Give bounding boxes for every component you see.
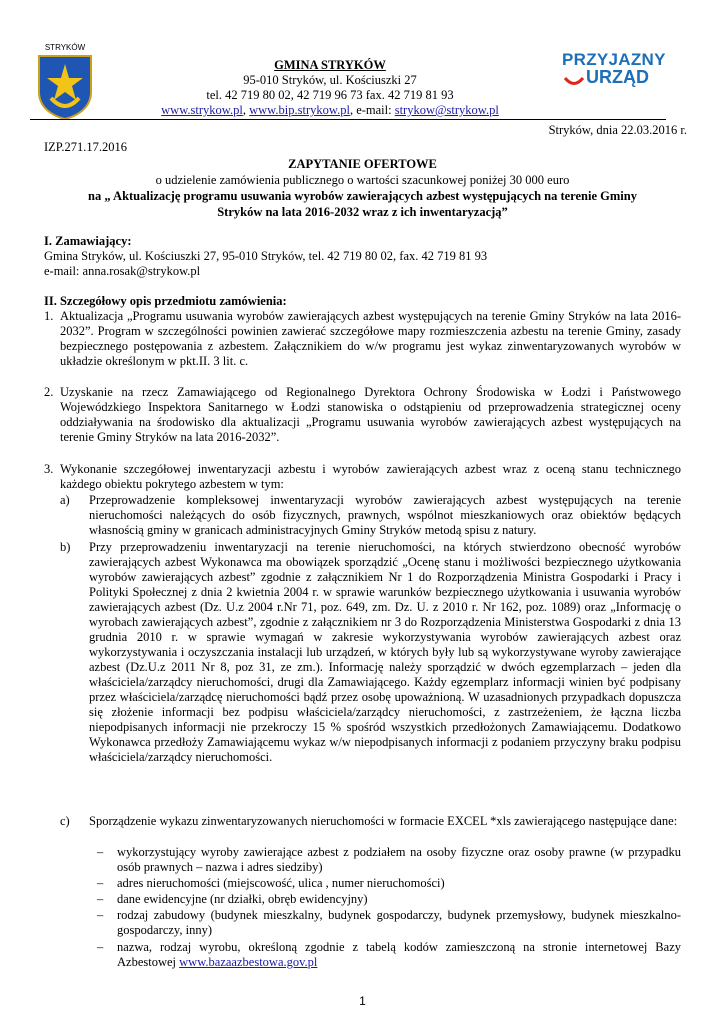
document-subtitle: o udzielenie zamówienia publicznego o wartości szacunkowej poniżej 30 000 euro [155,173,570,187]
header-address: 95-010 Stryków, ul. Kościuszki 27 [243,73,417,87]
reference-number: IZP.271.17.2016 [44,140,127,154]
item-3-number: 3. [44,462,54,476]
badge-line1: PRZYJAZNY [562,50,666,69]
header-links [130,103,530,118]
badge-line2: URZĄD [586,67,649,87]
section-1-heading: I. Zamawiający: [44,234,132,248]
sub-b-text: Przy przeprowadzeniu inwentaryzacji na terenie nieruchomości, na których stwierdzono obecność wyrobów zawierających azbest Wykonawca ma obowiązek sporządzić „Ocenę stanu i możliwości bezpiecznego użytkowania wyrobów zawierających azbest” zgodnie z załącznikiem Nr 1 do Rozporządzenia Ministra Gospodarki i Pracy i Polityki Społecznej z dnia 2 kwietnia 2004 r. w sprawie warunków bezpiecznego użytkowania i usuwania wyrobów zawierających azbest (Dz. U.z 2004 r.Nr 71, poz. 649, zm. Dz. U. z 2010 r. Nr 162, poz. 1089) oraz „Informację o wyrobach zawierających azbest”, zgodnie z załącznikiem nr 3 do Rozporządzenia Ministerstwa Gospodarki z dnia 13 grudnia 2010 r. w sprawie wymagań w zakresie wykorzystywania wyrobów zawierających azbest oraz wykorzystywania i oczyszczania instalacji lub urządzeń, w których były lub są wykorzystywane wyroby zawierające azbest (Dz.U.z 2011 Nr 8, poz 31, ze zm.). Informację należy sporządzić w dwóch egzemplarzach – jeden dla właściciela/zarządcy nieruchomości, drugi dla Zamawiającego. Każdy egzemplarz informacji winien być podpisany przez właściciela/zarządcę nieruchomości bądź przez osobę upoważnioną. W uzasadnionych przypadkach dopuszcza się złożenie informacji bez podpisu właściciela/zarządcy nieruchomości, z zastrzeżeniem, że łączna liczba niepodpisanych informacji nie przekroczy 15 % spośród wszystkich przedłożonych Zamawiającemu. Dodatkowo Wykonawca przedłoży Zamawiającemu wykaz w/w niepodpisanych informacji z podaniem przyczyny braku podpisu właściciela/zarządcy nieruchomości. [89,540,681,764]
dash-icon: – [97,940,104,954]
website-link[interactable]: www.strykow.pl [161,103,243,117]
smile-icon [562,75,586,89]
item-1-text: Aktualizacja „Programu usuwania wyrobów zawierających azbest występujących na terenie Gminy Stryków na lata 2016-2032”. Program w szczególności powinien zawierać szczegółowe mapy rozmieszczenia azbestu na terenie Gminy, zasady bezpiecznego postępowania z azbestem. Załącznikiem do w/w programu jest wykaz zinwentaryzowanych wyrobów w układzie określonym w pkt.II. 3 lit. c. [60,309,681,368]
item-2-number: 2. [44,385,54,399]
sub-a-label: a) [60,493,70,507]
item-3-text: Wykonanie szczegółowej inwentaryzacji azbestu i wyrobów zawierających azbest wraz z oceną stanu technicznego każdego obiektu pokrytego azbestem w tym: [60,462,681,491]
email-link[interactable]: strykow@strykow.pl [394,103,499,117]
sub-c-label: c) [60,814,70,828]
header-title: GMINA STRYKÓW [274,58,386,72]
contracting-authority-line: Gmina Stryków, ul. Kościuszki 27, 95-010 Stryków, tel. 42 719 80 02, fax. 42 719 81 93 [44,249,488,263]
dash-icon: – [97,876,104,890]
crest-shield-icon [37,54,93,120]
sub-a-text: Przeprowadzenie kompleksowej inwentaryzacji wyrobów zawierających azbest występujących na terenie nieruchomości należących do osób fizycznych, prawnych, wspólnot mieszkaniowych oraz obiektów będących własnością gminy w granicach administracyjnych Gminy Stryków metodą spisu z natury. [89,493,681,537]
bip-link[interactable]: www.bip.strykow.pl [249,103,350,117]
bullet-cadastral: dane ewidencyjne (nr działki, obręb ewidencyjny) [117,892,368,906]
header-divider [30,119,666,120]
bullet-building-type: rodzaj zabudowy (budynek mieszkalny, budynek gospodarczy, budynek przemysłowy, budynek mieszkalno-gospodarczy, inny) [117,908,681,937]
item-1-number: 1. [44,309,54,323]
dash-icon: – [97,908,104,922]
bullet-product-text: nazwa, rodzaj wyrobu, określoną zgodnie z tabelą kodów zamieszczoną na stronie internetowej Bazy Azbestowej [117,940,681,969]
item-2-text: Uzyskanie na rzecz Zamawiającego od Regionalnego Dyrektora Ochrony Środowiska w Łodzi i Państwowego Wojewódzkiego Inspektora Sanitarnego w Łodzi stanowiska o odstąpieniu od przeprowadzenia strategicznej oceny oddziaływania na środowisko dla aktualizacji „Programu usuwania wyrobów zawierających azbest występujących na terenie Gminy Stryków na lata 2016-2032”. [60,385,681,444]
bullet-owner: wykorzystujący wyroby zawierające azbest z podziałem na osoby fizyczne oraz osoby prawne (w przypadku osób prawnych – nazwa i adres siedziby) [117,845,681,874]
section-2-heading: II. Szczegółowy opis przedmiotu zamówienia: [44,294,287,308]
bullet-product-name [117,940,681,970]
dash-icon: – [97,892,104,906]
header-phones: tel. 42 719 80 02, 42 719 96 73 fax. 42 719 81 93 [206,88,454,102]
date-line: Stryków, dnia 22.03.2016 r. [548,123,687,137]
asbestos-database-link[interactable]: www.bazaazbestowa.gov.pl [179,955,318,969]
link-separator: , [242,103,250,117]
sub-b-label: b) [60,540,71,554]
contact-email: e-mail: anna.rosak@strykow.pl [44,264,201,278]
municipality-crest [30,42,100,122]
sub-c-text: Sporządzenie wykazu zinwentaryzowanych nieruchomości w formacie EXCEL *xls zawierającego następujące dane: [89,814,678,828]
crest-label: STRYKÓW [44,43,86,52]
topic-line-1: na „ Aktualizację programu usuwania wyrobów zawierających azbest występujących na terenie Gminy [88,189,637,203]
page-number: 1 [359,994,366,1008]
topic-line-2: Stryków na lata 2016-2032 wraz z ich inwentaryzacją” [217,205,508,219]
document-title: ZAPYTANIE OFERTOWE [288,157,437,171]
bullet-address: adres nieruchomości (miejscowość, ulica , numer nieruchomości) [117,876,445,890]
email-label: , e-mail: [349,103,395,117]
dash-icon: – [97,845,104,859]
friendly-office-badge [562,50,666,100]
